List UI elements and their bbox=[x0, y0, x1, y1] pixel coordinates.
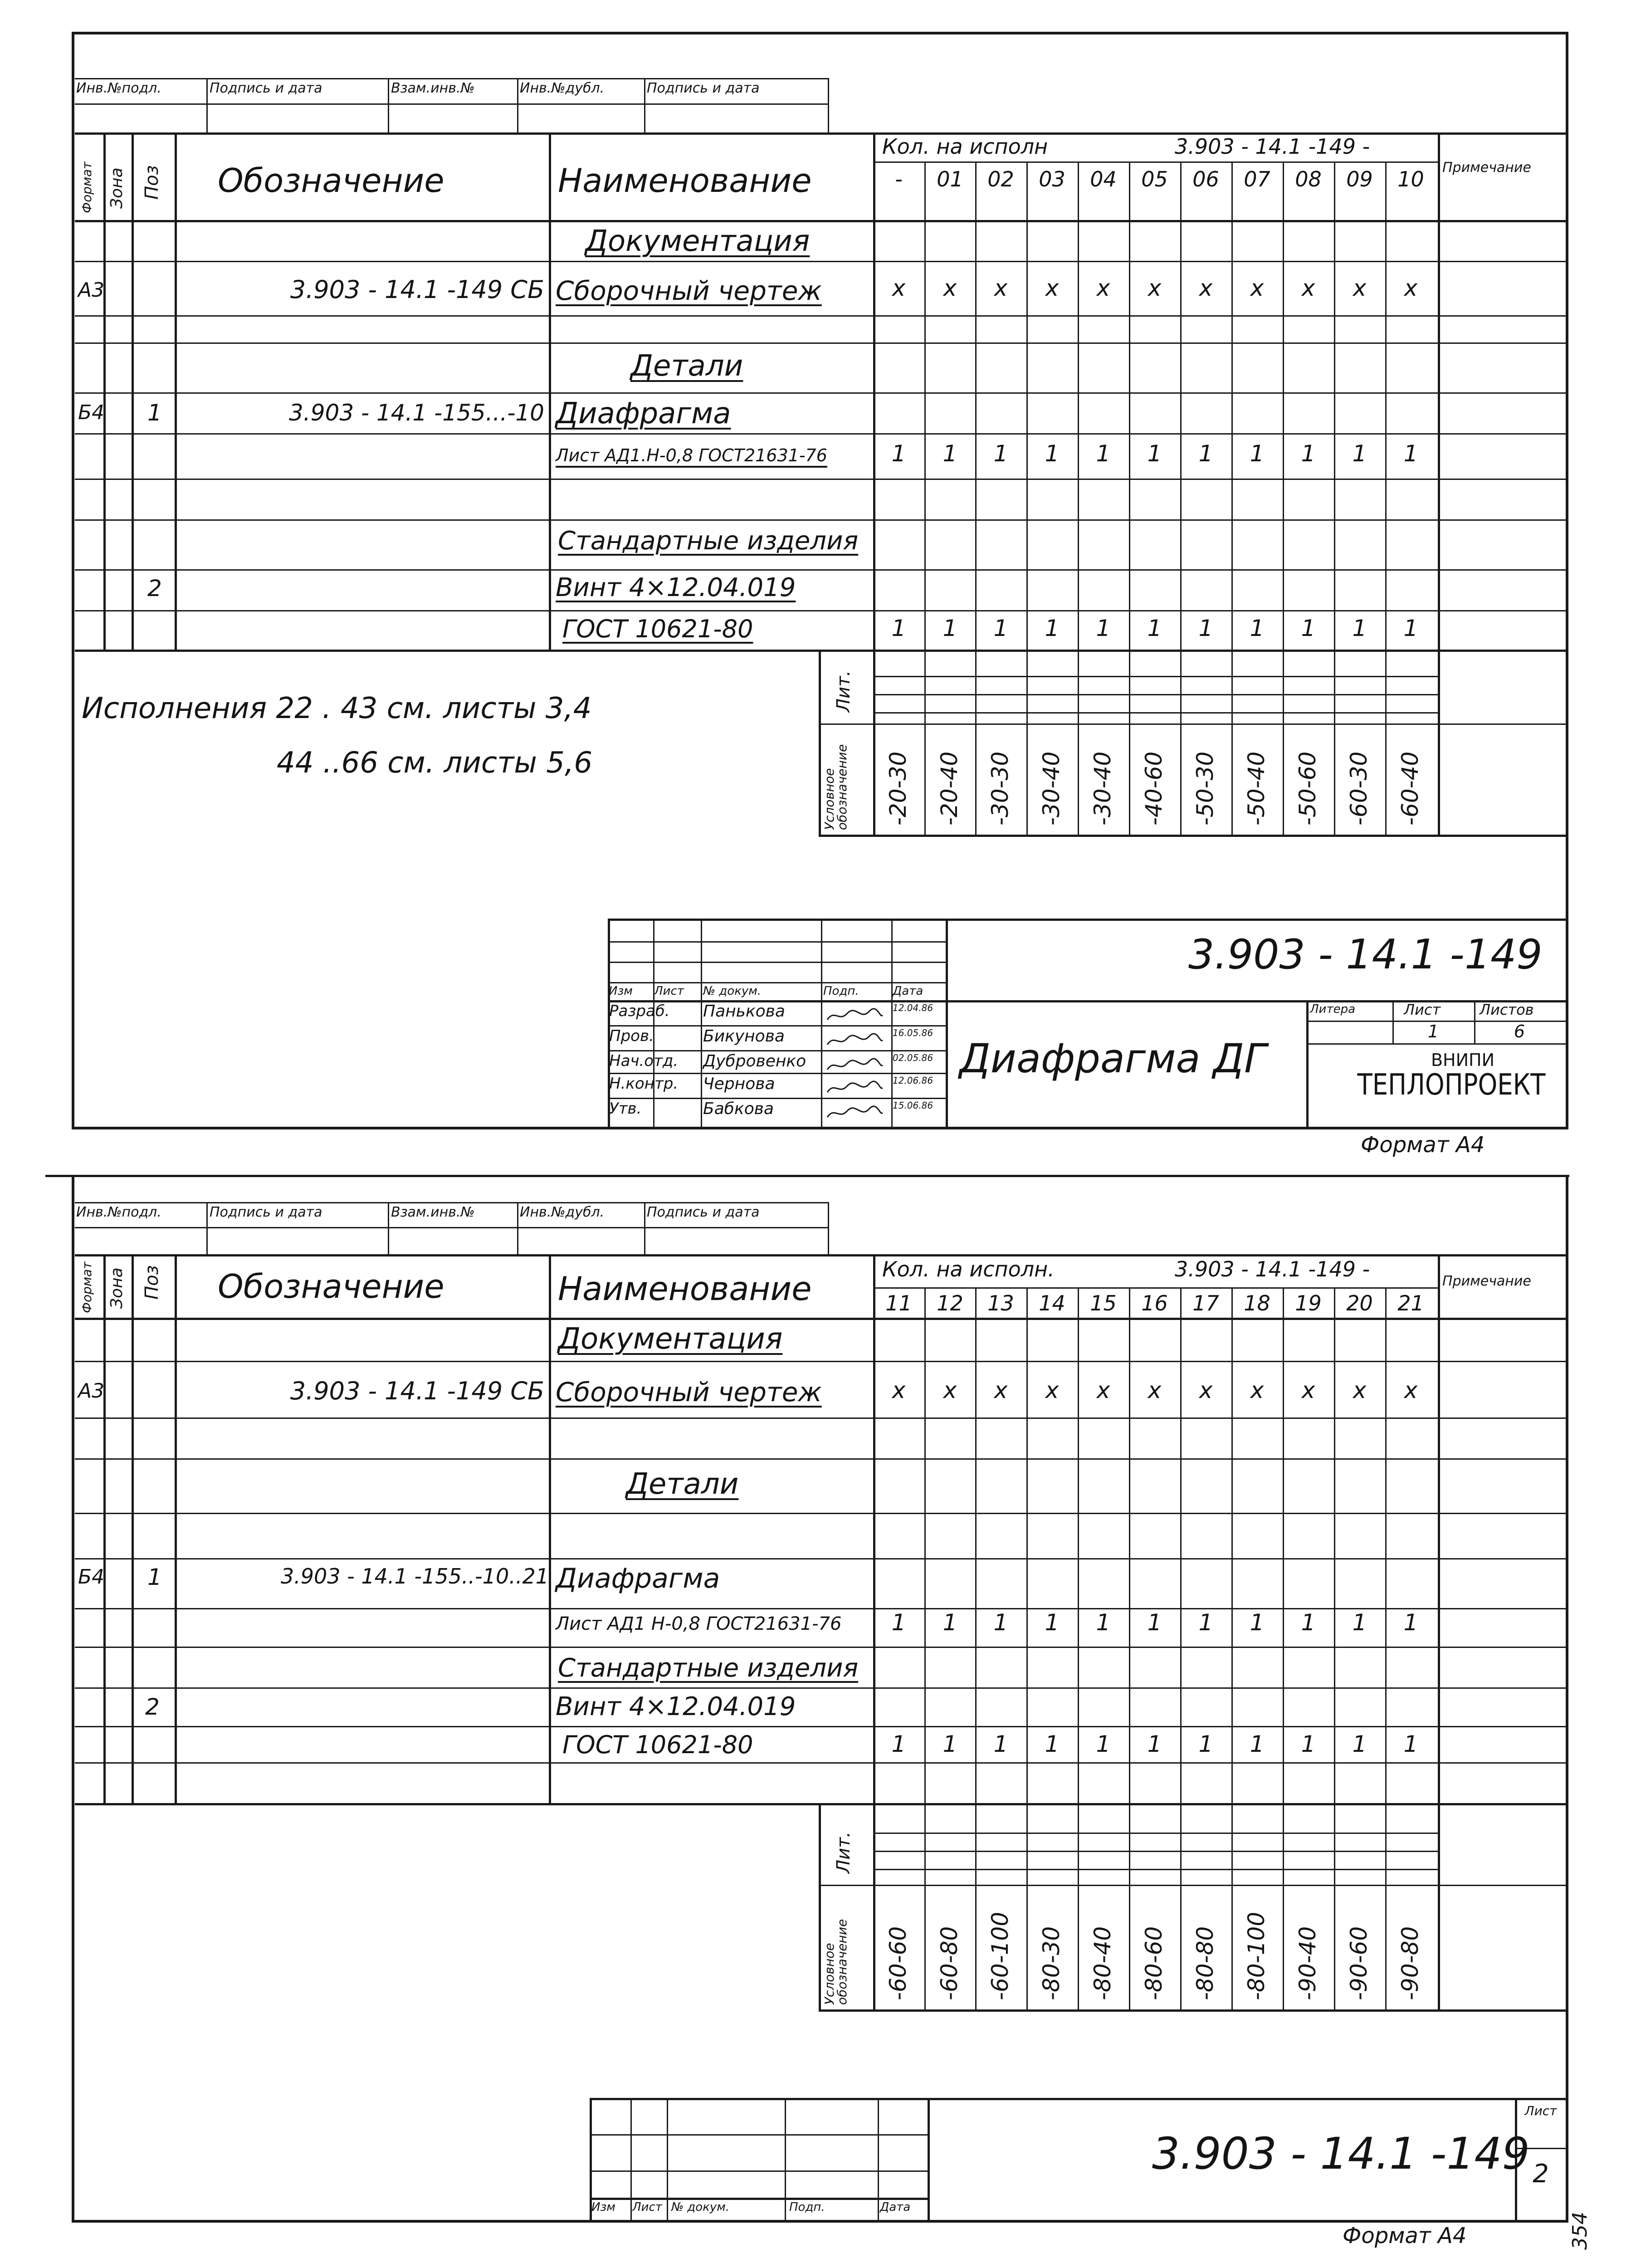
signer-name-3: Чернова bbox=[703, 1075, 775, 1093]
row-doc-name: Сборочный чертеж bbox=[556, 275, 822, 306]
gost-qty-5: 1 bbox=[1147, 615, 1162, 641]
gost-qty2-7: 1 bbox=[1250, 1731, 1265, 1757]
header2-qty: Кол. на исполн. bbox=[882, 1257, 1055, 1281]
header2-name: Наименование bbox=[558, 1270, 812, 1308]
tb2-label-podp: Подп. bbox=[789, 2200, 825, 2214]
variant-6: 06 bbox=[1192, 167, 1219, 191]
material-qty2-2: 1 bbox=[993, 1609, 1008, 1636]
gost-qty2-6: 1 bbox=[1198, 1731, 1213, 1757]
note-line-1: Исполнения 22 . 43 см. листы 3,4 bbox=[82, 692, 592, 725]
header2-pos: Поз bbox=[142, 1265, 162, 1300]
variant-3: 03 bbox=[1039, 167, 1065, 191]
tb2-label-izm: Изм bbox=[591, 2200, 615, 2214]
lit-label-2: Лит. bbox=[833, 1831, 854, 1873]
section2-std: Стандартные изделия bbox=[558, 1653, 859, 1683]
variant2-6: 17 bbox=[1192, 1291, 1219, 1315]
row2-doc-format: А3 bbox=[78, 1379, 105, 1403]
doc-mark-2: x bbox=[994, 275, 1008, 301]
cond-value-10: -60-40 bbox=[1397, 751, 1423, 826]
tb-org-2: ТЕПЛОПРОЕКТ bbox=[1357, 1068, 1546, 1102]
signature-icon-3 bbox=[825, 1080, 884, 1098]
tb-org-1: ВНИПИ bbox=[1431, 1050, 1495, 1070]
tb-label-date: Дата bbox=[893, 984, 923, 998]
material-qty-4: 1 bbox=[1096, 440, 1111, 467]
cond2-value-0: -60-60 bbox=[885, 1926, 911, 2000]
tb-label-litera: Литера bbox=[1310, 1002, 1356, 1016]
section2-docs: Документация bbox=[558, 1322, 783, 1356]
cond-label: Условное обозначение bbox=[822, 744, 850, 830]
row-part-format: Б4 bbox=[78, 401, 105, 424]
archive2-label-sign-date: Подпись и дата bbox=[210, 1204, 322, 1220]
archive2-label-inv-dubl: Инв.№дубл. bbox=[520, 1204, 605, 1220]
cond2-value-9: -90-60 bbox=[1346, 1926, 1372, 2000]
tb-label-sheets: Листов bbox=[1480, 1001, 1534, 1018]
variant-0: - bbox=[895, 167, 903, 191]
material-qty-3: 1 bbox=[1045, 440, 1060, 467]
tb2-label-ndoc: № докум. bbox=[671, 2200, 730, 2214]
material-qty2-8: 1 bbox=[1301, 1609, 1316, 1636]
header-qty: Кол. на исполн bbox=[882, 134, 1048, 159]
material-qty-1: 1 bbox=[943, 440, 957, 467]
doc-mark2-6: x bbox=[1199, 1377, 1213, 1403]
material-qty2-1: 1 bbox=[943, 1609, 957, 1636]
variant2-2: 13 bbox=[987, 1291, 1014, 1315]
variant2-10: 21 bbox=[1397, 1291, 1424, 1315]
variant2-8: 19 bbox=[1295, 1291, 1322, 1315]
variant2-7: 18 bbox=[1244, 1291, 1270, 1315]
tb-title: Диафрагма ДГ bbox=[959, 1035, 1267, 1082]
header-name: Наименование bbox=[558, 161, 812, 200]
doc-mark-5: x bbox=[1148, 275, 1162, 301]
material-qty2-6: 1 bbox=[1198, 1609, 1213, 1636]
cond2-value-6: -80-80 bbox=[1192, 1926, 1218, 2000]
gost-qty2-8: 1 bbox=[1301, 1731, 1316, 1757]
cond2-value-3: -80-30 bbox=[1038, 1926, 1065, 2000]
material-qty2-7: 1 bbox=[1250, 1609, 1265, 1636]
gost-qty2-0: 1 bbox=[891, 1731, 906, 1757]
archive-label-vzam-inv: Взам.инв.№ bbox=[391, 80, 475, 96]
archive-label-inv-dubl: Инв.№дубл. bbox=[520, 80, 605, 96]
cond-value-9: -60-30 bbox=[1346, 751, 1372, 826]
doc-mark-0: x bbox=[892, 275, 906, 301]
signer-date-2: 02.05.86 bbox=[893, 1052, 933, 1063]
doc-mark-7: x bbox=[1250, 275, 1264, 301]
doc-mark-9: x bbox=[1353, 275, 1367, 301]
doc-mark-1: x bbox=[943, 275, 957, 301]
sheet-2-frame bbox=[72, 1175, 1568, 2223]
tb-sheet-no: 1 bbox=[1427, 1022, 1439, 1041]
signer-name-4: Бабкова bbox=[703, 1100, 774, 1118]
tb2-doc-code: 3.903 - 14.1 -149 bbox=[1152, 2128, 1530, 2179]
doc-mark2-0: x bbox=[892, 1377, 906, 1403]
cond-value-2: -30-30 bbox=[987, 751, 1013, 826]
archive2-label-inv-podl: Инв.№подл. bbox=[76, 1204, 161, 1220]
row2-part-material: Лист АД1 Н-0,8 ГОСТ21631-76 bbox=[556, 1613, 842, 1634]
doc-mark2-4: x bbox=[1096, 1377, 1110, 1403]
material-qty-0: 1 bbox=[891, 440, 906, 467]
material-qty2-4: 1 bbox=[1096, 1609, 1111, 1636]
variant-1: 01 bbox=[937, 167, 963, 191]
tb-sheets-total: 6 bbox=[1514, 1022, 1525, 1041]
row2-doc-name: Сборочный чертеж bbox=[556, 1377, 822, 1408]
header-code: 3.903 - 14.1 -149 - bbox=[1175, 134, 1370, 159]
signer-role-1: Пров. bbox=[609, 1027, 654, 1045]
header-pos: Поз bbox=[142, 165, 162, 200]
gost-qty-3: 1 bbox=[1045, 615, 1060, 641]
doc-mark2-2: x bbox=[994, 1377, 1008, 1403]
cond2-value-5: -80-60 bbox=[1141, 1926, 1167, 2000]
row-part-designation: 3.903 - 14.1 -155...-10 bbox=[288, 400, 544, 426]
tb-label-sheet: Лист bbox=[1404, 1001, 1441, 1018]
row-std-pos: 2 bbox=[147, 575, 162, 601]
signer-name-1: Бикунова bbox=[703, 1027, 785, 1046]
variant2-5: 16 bbox=[1141, 1291, 1168, 1315]
archive-label-sign-date: Подпись и дата bbox=[210, 80, 322, 96]
archive-label-inv-podl: Инв.№подл. bbox=[76, 80, 161, 96]
variant2-0: 11 bbox=[885, 1291, 912, 1315]
gost-qty2-1: 1 bbox=[943, 1731, 957, 1757]
material-qty-2: 1 bbox=[993, 440, 1008, 467]
doc-mark2-3: x bbox=[1045, 1377, 1059, 1403]
tb2-label-list: Лист bbox=[632, 2200, 662, 2214]
format-label-1: Формат А4 bbox=[1361, 1132, 1485, 1158]
tb2-label-date: Дата bbox=[880, 2200, 911, 2214]
cond2-value-2: -60-100 bbox=[987, 1911, 1013, 2000]
archive2-label-sign-date-2: Подпись и дата bbox=[647, 1204, 760, 1220]
material-qty-8: 1 bbox=[1301, 440, 1316, 467]
row2-part-pos: 1 bbox=[147, 1564, 162, 1590]
row2-std-pos: 2 bbox=[145, 1694, 160, 1720]
gost-qty-0: 1 bbox=[891, 615, 906, 641]
signer-date-1: 16.05.86 bbox=[893, 1027, 933, 1038]
gost-qty2-5: 1 bbox=[1147, 1731, 1162, 1757]
signature-icon-1 bbox=[825, 1032, 884, 1050]
variant2-3: 14 bbox=[1039, 1291, 1065, 1315]
row-doc-designation: 3.903 - 14.1 -149 СБ bbox=[290, 275, 544, 304]
variant-5: 05 bbox=[1141, 167, 1168, 191]
cond-value-8: -50-60 bbox=[1294, 751, 1321, 826]
cond-value-0: -20-30 bbox=[885, 751, 911, 826]
gost-qty-10: 1 bbox=[1403, 615, 1418, 641]
gost-qty-4: 1 bbox=[1096, 615, 1111, 641]
row-doc-format: А3 bbox=[78, 279, 105, 302]
format-label-2: Формат А4 bbox=[1343, 2223, 1467, 2248]
archive-label-sign-date-2: Подпись и дата bbox=[647, 80, 760, 96]
signer-role-4: Утв. bbox=[609, 1100, 642, 1118]
row2-part-name: Диафрагма bbox=[556, 1563, 720, 1594]
cond2-value-10: -90-80 bbox=[1397, 1926, 1423, 2000]
tb-doc-code: 3.903 - 14.1 -149 bbox=[1188, 931, 1543, 978]
section-parts: Детали bbox=[630, 349, 743, 383]
doc-mark-10: x bbox=[1404, 275, 1418, 301]
signer-name-2: Дубровенко bbox=[703, 1052, 806, 1070]
doc-mark2-7: x bbox=[1250, 1377, 1264, 1403]
variant2-1: 12 bbox=[937, 1291, 963, 1315]
signature-icon-2 bbox=[825, 1057, 884, 1075]
cond-label-2: Условное обозначение bbox=[822, 1919, 850, 2005]
section2-parts: Детали bbox=[626, 1467, 739, 1501]
cond-value-5: -40-60 bbox=[1141, 751, 1167, 826]
signature-icon-4 bbox=[825, 1105, 884, 1123]
gost-qty-9: 1 bbox=[1352, 615, 1367, 641]
material-qty2-3: 1 bbox=[1045, 1609, 1060, 1636]
gost-qty-2: 1 bbox=[993, 615, 1008, 641]
cond-value-6: -50-30 bbox=[1192, 751, 1218, 826]
cond-value-3: -30-40 bbox=[1038, 751, 1065, 826]
tb2-sheet-no: 2 bbox=[1533, 2159, 1549, 2189]
variant2-4: 15 bbox=[1090, 1291, 1117, 1315]
material-qty-10: 1 bbox=[1403, 440, 1418, 467]
variant-8: 08 bbox=[1295, 167, 1322, 191]
variant2-9: 20 bbox=[1346, 1291, 1373, 1315]
tb-label-ndoc: № докум. bbox=[703, 984, 762, 998]
row-part-name: Диафрагма bbox=[556, 397, 731, 430]
doc-mark2-1: x bbox=[943, 1377, 957, 1403]
signer-name-0: Панькова bbox=[703, 1002, 785, 1021]
row-std-name: Винт 4×12.04.019 bbox=[556, 573, 796, 602]
doc-mark2-9: x bbox=[1353, 1377, 1367, 1403]
gost-qty-8: 1 bbox=[1301, 615, 1316, 641]
gost-qty2-3: 1 bbox=[1045, 1731, 1060, 1757]
row-part-pos: 1 bbox=[147, 400, 162, 426]
material-qty2-10: 1 bbox=[1403, 1609, 1418, 1636]
section-std: Стандартные изделия bbox=[558, 526, 859, 556]
archive2-label-vzam-inv: Взам.инв.№ bbox=[391, 1204, 475, 1220]
variant-10: 10 bbox=[1397, 167, 1424, 191]
doc-mark-4: x bbox=[1096, 275, 1110, 301]
header2-format: Формат bbox=[79, 1261, 94, 1313]
note-line-2: 44 ..66 см. листы 5,6 bbox=[277, 746, 593, 780]
variant-2: 02 bbox=[987, 167, 1014, 191]
row2-doc-designation: 3.903 - 14.1 -149 СБ bbox=[290, 1377, 544, 1405]
material-qty-6: 1 bbox=[1198, 440, 1213, 467]
signer-role-0: Разраб. bbox=[609, 1002, 670, 1020]
tb-label-list: Лист bbox=[654, 984, 684, 998]
row-std-gost: ГОСТ 10621-80 bbox=[562, 615, 753, 643]
header-notes: Примечание bbox=[1442, 160, 1531, 176]
gost-qty2-10: 1 bbox=[1403, 1731, 1418, 1757]
material-qty-9: 1 bbox=[1352, 440, 1367, 467]
signer-date-3: 12.06.86 bbox=[893, 1075, 933, 1086]
header2-zone: Зона bbox=[107, 1267, 126, 1309]
gost-qty2-2: 1 bbox=[993, 1731, 1008, 1757]
lit-label: Лит. bbox=[833, 670, 854, 712]
gost-qty-7: 1 bbox=[1250, 615, 1265, 641]
material-qty2-9: 1 bbox=[1352, 1609, 1367, 1636]
doc-mark2-10: x bbox=[1404, 1377, 1418, 1403]
gost-qty2-4: 1 bbox=[1096, 1731, 1111, 1757]
gost-qty2-9: 1 bbox=[1352, 1731, 1367, 1757]
header-designation: Обозначение bbox=[218, 161, 444, 200]
doc-mark2-5: x bbox=[1148, 1377, 1162, 1403]
header-format: Формат bbox=[79, 161, 94, 213]
tb-label-podp: Подп. bbox=[823, 984, 859, 998]
row2-part-format: Б4 bbox=[78, 1565, 105, 1589]
header-zone: Зона bbox=[107, 167, 126, 209]
row2-std-name: Винт 4×12.04.019 bbox=[556, 1692, 796, 1721]
tb2-label-sheet: Лист bbox=[1524, 2103, 1557, 2118]
cond2-value-7: -80-100 bbox=[1243, 1911, 1270, 2000]
doc-mark-6: x bbox=[1199, 275, 1213, 301]
side-number: 354 bbox=[1568, 2212, 1592, 2250]
header2-notes: Примечание bbox=[1442, 1273, 1531, 1289]
row-part-material: Лист АД1.Н-0,8 ГОСТ21631-76 bbox=[556, 445, 827, 465]
section-docs: Документация bbox=[585, 225, 810, 258]
material-qty2-5: 1 bbox=[1147, 1609, 1162, 1636]
cond-value-1: -20-40 bbox=[936, 751, 962, 826]
cond2-value-4: -80-40 bbox=[1089, 1926, 1116, 2000]
cond2-value-8: -90-40 bbox=[1294, 1926, 1321, 2000]
signer-date-0: 12.04.86 bbox=[893, 1002, 933, 1013]
cond-value-4: -30-40 bbox=[1089, 751, 1116, 826]
signer-date-4: 15.06.86 bbox=[893, 1100, 933, 1111]
header2-code: 3.903 - 14.1 -149 - bbox=[1175, 1257, 1370, 1281]
doc-mark-3: x bbox=[1045, 275, 1059, 301]
variant-4: 04 bbox=[1090, 167, 1117, 191]
gost-qty-6: 1 bbox=[1198, 615, 1213, 641]
cond2-value-1: -60-80 bbox=[936, 1926, 962, 2000]
signer-role-3: Н.контр. bbox=[609, 1075, 679, 1093]
signer-role-2: Нач.отд. bbox=[609, 1052, 679, 1070]
header2-designation: Обозначение bbox=[218, 1267, 444, 1305]
row2-std-gost: ГОСТ 10621-80 bbox=[562, 1730, 753, 1759]
variant-7: 07 bbox=[1244, 167, 1270, 191]
cond-value-7: -50-40 bbox=[1243, 751, 1270, 826]
signature-icon-0 bbox=[825, 1007, 884, 1025]
material-qty-7: 1 bbox=[1250, 440, 1265, 467]
material-qty-5: 1 bbox=[1147, 440, 1162, 467]
material-qty2-0: 1 bbox=[891, 1609, 906, 1636]
tb-label-izm: Изм bbox=[609, 984, 633, 998]
doc-mark2-8: x bbox=[1301, 1377, 1315, 1403]
gost-qty-1: 1 bbox=[943, 615, 957, 641]
variant-9: 09 bbox=[1346, 167, 1373, 191]
doc-mark-8: x bbox=[1301, 275, 1315, 301]
row2-part-designation: 3.903 - 14.1 -155..-10..21 bbox=[280, 1564, 549, 1589]
